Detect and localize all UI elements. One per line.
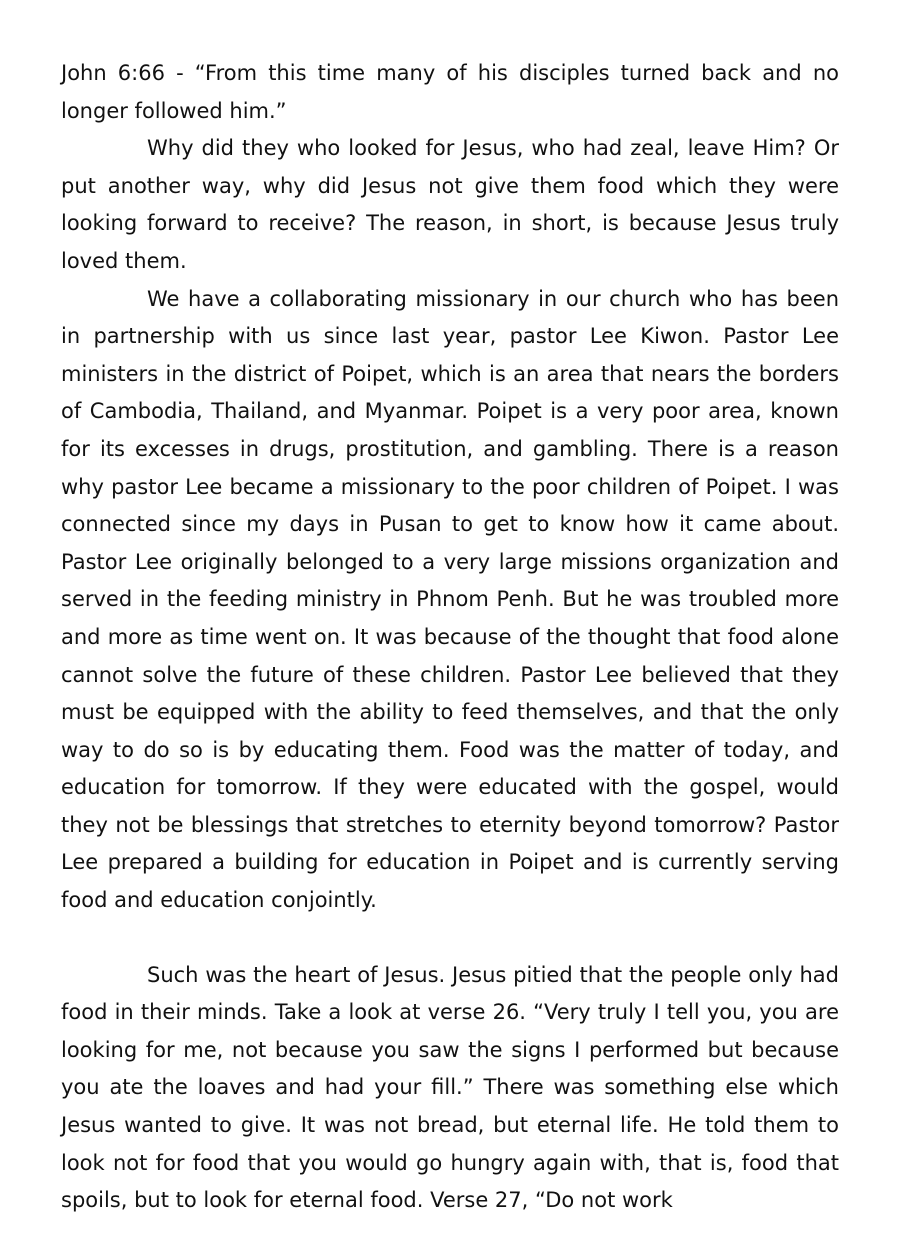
heart-of-jesus-paragraph: Such was the heart of Jesus. Jesus pitied that the people only had food in their minds. Take a look at verse 26. “Very truly I tell you, you are looking for me, not because you saw the signs I performed but because you ate the loaves and had your fill.” There was something else which Jesus wanted to give. It was not bread, but eternal life. He told them to look not for food that you would go hungry again with, that is, food that spoils, but to look for eternal food. Verse 27, “Do not work [61,962,839,1213]
paragraph-spacer [61,920,839,957]
verse-citation-paragraph: John 6:66 - “From this time many of his disciples turned back and no longer followed him.” [61,61,839,123]
missionary-paragraph: We have a collaborating missionary in our church who has been in partnership with us since last year, pastor Lee Kiwon. Pastor Lee ministers in the district of Poipet, which is an area that nears the borders of Cambodia, Thailand, and Myanmar. Poipet is a very poor area, known for its excesses in drugs, prostitution, and gambling. There is a reason why pastor Lee became a missionary to the poor children of Poipet. I was connected since my days in Pusan to get to know how it came about. Pastor Lee originally belonged to a very large missions organization and served in the feeding ministry in Phnom Penh. But he was troubled more and more as time went on. It was because of the thought that food alone cannot solve the future of these children. Pastor Lee believed that they must be equipped with the ability to feed themselves, and that the only way to do so is by educating them. Food was the matter of today, and education for tomorrow. If they were educated with the gospel, would they not be blessings that stretches to eternity beyond tomorrow? Pastor Lee prepared a building for education in Poipet and is currently serving food and education conjointly. [61,286,839,913]
document-page [61,55,839,1220]
question-paragraph: Why did they who looked for Jesus, who had zeal, leave Him? Or put another way, why did Jesus not give them food which they were looking forward to receive? The reason, in short, is because Jesus truly loved them. [61,136,839,273]
